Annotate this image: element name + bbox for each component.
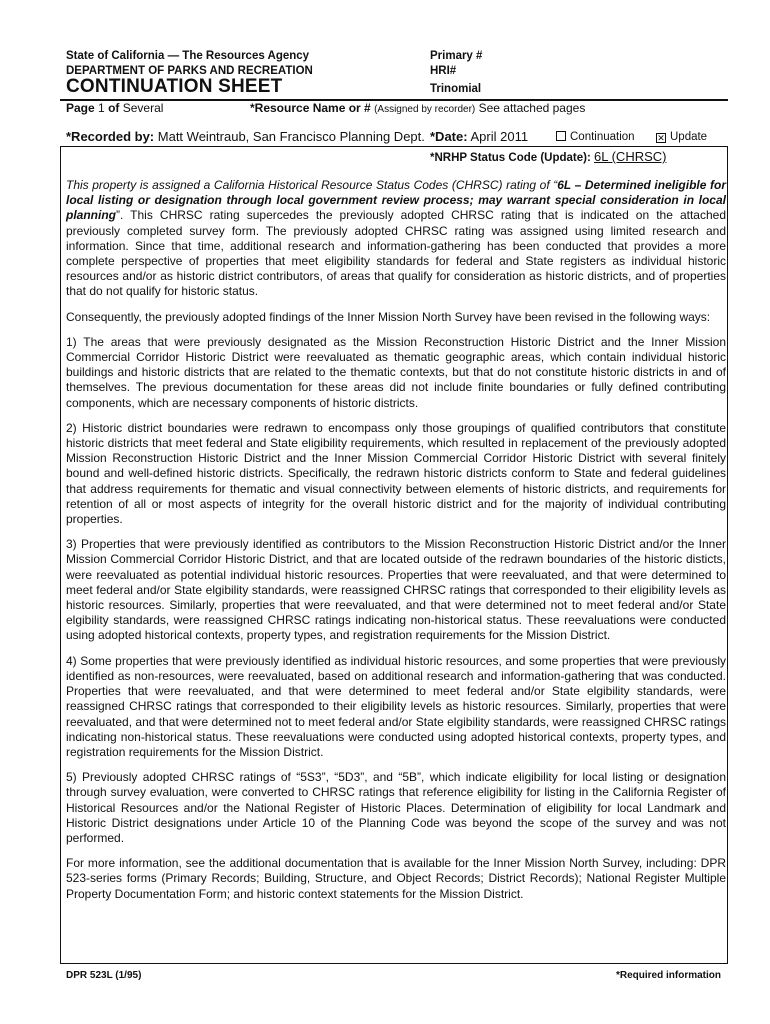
paragraph-item-1: 1) The areas that were previously designated as the Mission Reconstruction Historic District and the Inner Mission Commercial Corridor Historic District were reevaluated as thematic geographic areas, which contain individual historic buildings and historic districts that are related to the thematic contexts, but that do not constitute historic districts in and of themselves. The previous documentation for these areas did not include finite boundaries or fully defined contributing components, which are necessary components of historic districts.: [66, 334, 726, 410]
continuation-label: Continuation: [570, 131, 635, 143]
date-field: [430, 129, 528, 144]
recorded-by: [66, 129, 425, 144]
continuation-checkbox[interactable]: [556, 131, 635, 143]
resource-name: [250, 101, 585, 115]
trinomial-label: Trinomial: [430, 83, 482, 95]
paragraph-item-2: 2) Historic district boundaries were redrawn to encompass only those groupings of qualified contributors that constitute historic districts that meet federal and State eligibility requirements, which resulted in replacement of the previously adopted Mission Reconstruction Historic District and the Inner Mission Commercial Corridor Historic District with several finitely bound and well-defined historic districts. Specifically, the redrawn historic districts conform to State and federal guidelines that address requirements for thematic and visual connectivity between elements of historic districts, and requirements for retention of all or most aspects of integrity for the overall historic district and for the majority of individual contributing properties.: [66, 420, 726, 527]
agency-line-2: DEPARTMENT OF PARKS AND RECREATION: [66, 65, 313, 77]
update-label: Update: [670, 131, 708, 143]
nrhp-status: [430, 149, 667, 164]
resource-label: *Resource Name or #: [250, 101, 371, 115]
required-note: *Required information: [616, 970, 722, 981]
primary-block: [430, 49, 482, 79]
paragraph-consequently: Consequently, the previously adopted findings of the Inner Mission North Survey have been revised in the following ways:: [66, 309, 711, 324]
update-checkbox[interactable]: [656, 131, 707, 143]
paragraph-item-5: 5) Previously adopted CHRSC ratings of “5S3”, “5D3”, and “5B”, which indicate eligibility for local listing or designation through survey evaluation, were converted to CHRSC ratings that reference eligibility for listing in the California Register of Historical Resources and/or the National Register of Historic Places. Determination of eligibility for local Landmark and Historic District designations under Article 10 of the Planning Code was beyond the scope of the survey and was not performed.: [66, 770, 726, 845]
nrhp-value: 6L (CHRSC): [594, 149, 667, 164]
page-total: Several: [122, 101, 164, 115]
paragraph-more-info: For more information, see the additional documentation that is available for the Inner Mission North Survey, including: DPR 523-series forms (Primary Records; Building, Structure, and Object Records; District Records); National Register Multiple Property Documentation Form; and historic context statements for the Mission District.: [66, 856, 726, 901]
paragraph-item-4: 4) Some properties that were previously identified as individual historic resources, and some properties that were previously identified as non-resources, were reevaluated, based on additional research and information-gathering that was conducted. Properties that were reevaluated, and that were determined to meet federal and/or State elgibility standards, were reassigned CHRSC ratings that corresponded to their eligibility levels as historic resources. Similarly, properties that were reevaluated, and that were determined not to meet federal and/or State elgibility standards, were reassigned CHRSC ratings indicating non-historical status. These reevaluations were conducted using adopted historical contexts, property types, and registration requirements for the Mission District.: [66, 653, 726, 759]
resource-value: See attached pages: [478, 101, 586, 115]
intro-paragraph: [66, 178, 726, 300]
intro-part-a: This property is assigned a California Historical Resource Status Codes (CHRSC) rating of “: [66, 178, 558, 192]
form-id: DPR 523L (1/95): [66, 970, 142, 981]
page-info: [66, 101, 163, 115]
body-text: [66, 178, 726, 912]
page-title: CONTINUATION SHEET: [66, 76, 283, 97]
intro-part-c: ”. This CHRSC rating supercedes the previously adopted CHRSC rating that is indicated on the attached previously completed survey form. The previously adopted CHRSC rating was assigned using limited research and information. Since that time, additional research and information-gathering has been conducted that provides a more complete perspective of properties that meet eligibility standards for federal and State registers as individual historic resources and/or as historic district contributors, of areas that qualify for consideration as historic districts, and of properties that do not qualify for historic status.: [66, 208, 726, 299]
nrhp-label: *NRHP Status Code (Update):: [430, 152, 591, 164]
continuation-box[interactable]: [556, 131, 566, 141]
date-value: April 2011: [470, 129, 529, 144]
recorded-value: Matt Weintraub, San Francisco Planning Dept.: [157, 129, 425, 144]
resource-note: (Assigned by recorder): [374, 104, 476, 115]
paragraph-item-3: 3) Properties that were previously identified as contributors to the Mission Reconstruction Historic District and/or the Inner Mission Commercial Corridor Historic District, and that are located outside of the redrawn boundaries of the historic disticts, were reevaluated as potential individual historic resources. Properties that were reevaluated, and that were determined to meet federal and/or State elgibility standards, were reassigned CHRSC ratings that corresponded to their eligibility levels as historic resources. Similarly, properties that were reevaluated, and that were determined not to meet federal and/or State elgibility standards, were reassigned CHRSC ratings indicating non-historical status. These reevaluations were conducted using adopted historical contexts, property types, and registration requirements for the Mission District.: [66, 537, 726, 643]
date-label: *Date:: [430, 129, 468, 144]
recorded-label: *Recorded by:: [66, 129, 155, 144]
of-label: of: [108, 101, 120, 115]
hri-label: HRI#: [430, 65, 457, 77]
page-label: Page: [66, 101, 95, 115]
page-number: 1: [98, 101, 105, 115]
primary-label: Primary #: [430, 50, 483, 62]
update-box-checked[interactable]: ✕: [657, 133, 665, 143]
agency-line-1: State of California — The Resources Agency: [66, 50, 310, 62]
agency-block: [66, 49, 313, 79]
intro-status-code: 6L – Determined ineligible for local listing or designation through local government review process; may warrant special consideration in local planning: [66, 178, 726, 223]
